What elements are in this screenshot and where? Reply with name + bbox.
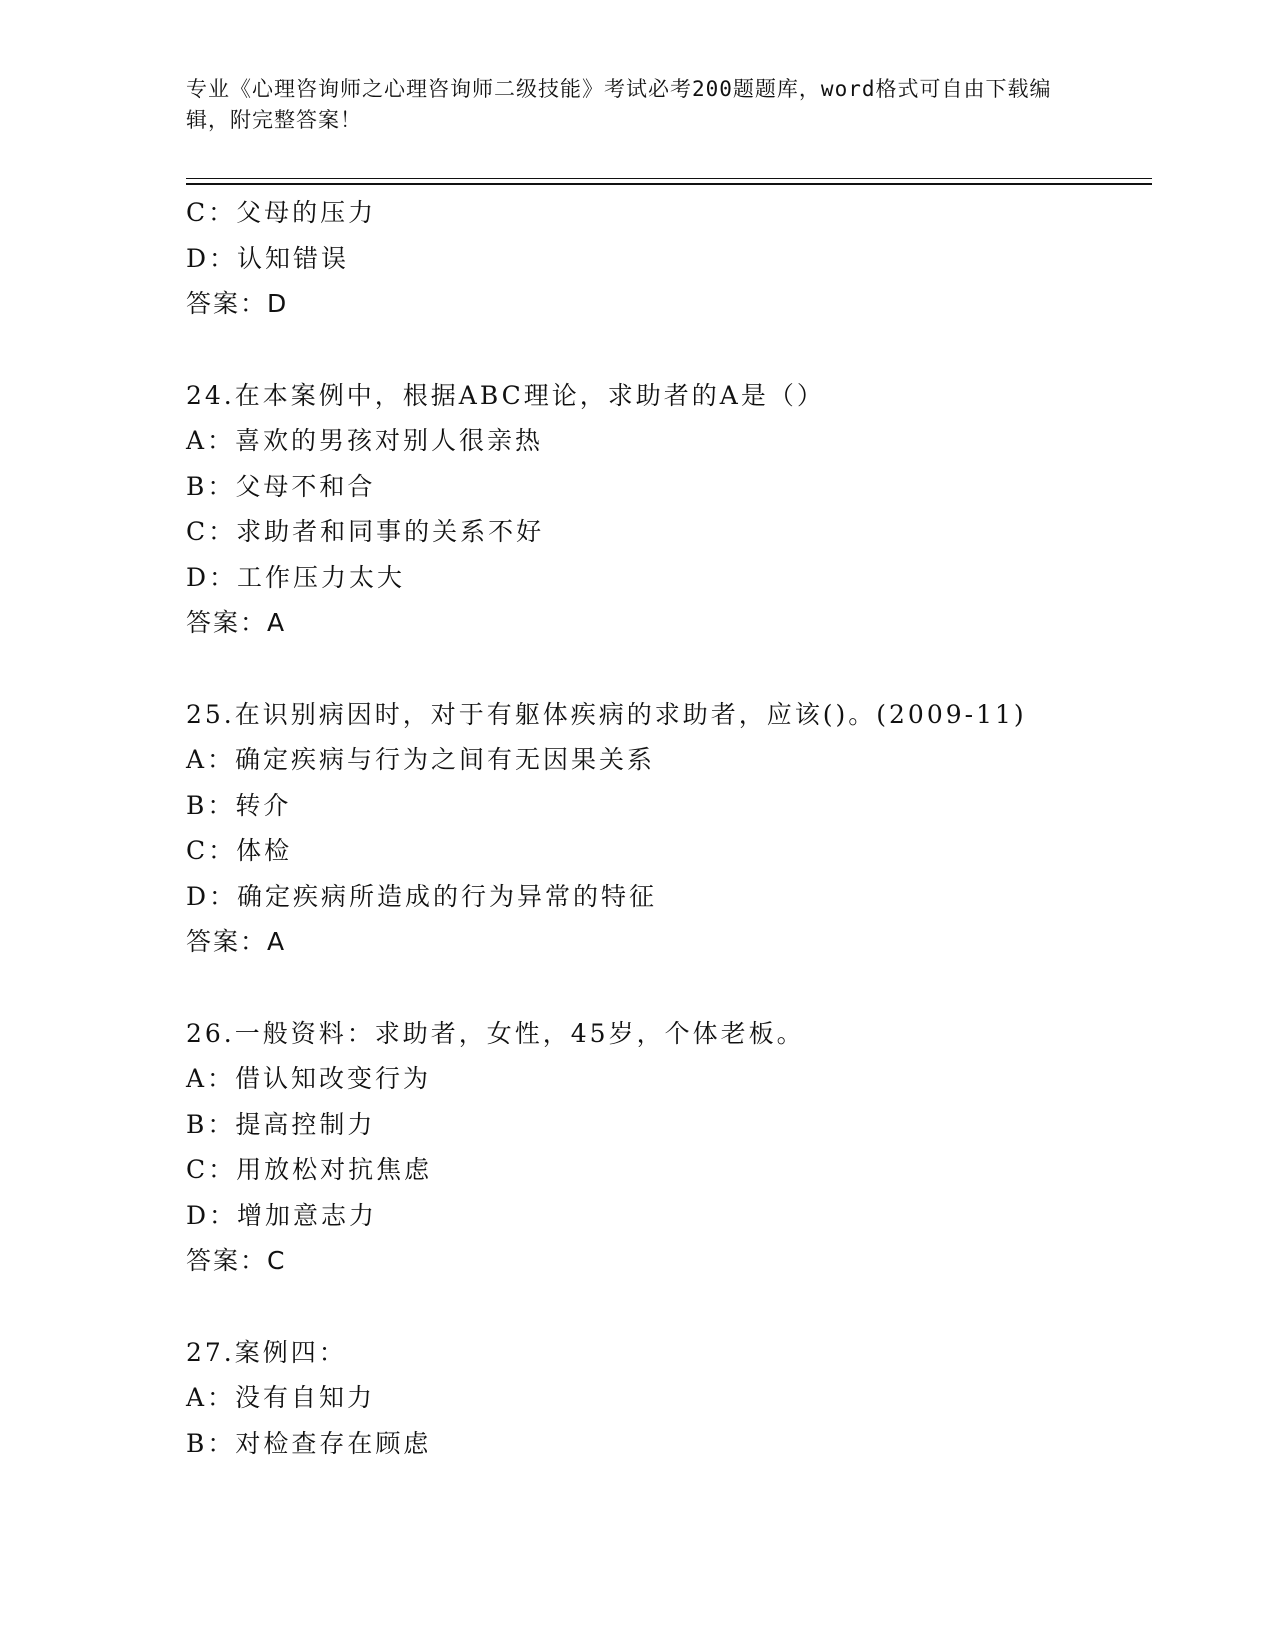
option-a: A：借认知改变行为 bbox=[186, 1064, 432, 1093]
previous-question-tail bbox=[186, 190, 1146, 327]
option-a: A：确定疾病与行为之间有无因果关系 bbox=[186, 745, 656, 774]
option-b: B：提高控制力 bbox=[186, 1109, 376, 1139]
option-b: B：父母不和合 bbox=[186, 471, 376, 501]
question-title: 24.在本案例中，根据ABC理论，求助者的A是（） bbox=[186, 380, 825, 410]
option-d: D：确定疾病所造成的行为异常的特征 bbox=[186, 881, 658, 911]
question-25 bbox=[186, 692, 1146, 965]
spacer bbox=[186, 646, 1146, 692]
answer-line: 答案：A bbox=[186, 608, 287, 637]
option-c: C：用放松对抗焦虑 bbox=[186, 1155, 433, 1184]
option-a: A：喜欢的男孩对别人很亲热 bbox=[186, 426, 544, 455]
question-title: 25.在识别病因时，对于有躯体疾病的求助者，应该()。(2009-11) bbox=[186, 699, 1027, 729]
header-divider-thin bbox=[186, 178, 1152, 179]
question-26 bbox=[186, 1011, 1146, 1284]
answer-line: 答案：D bbox=[186, 289, 289, 318]
option-c: C：父母的压力 bbox=[186, 198, 377, 227]
option-d: D：增加意志力 bbox=[186, 1200, 378, 1230]
option-c: C：求助者和同事的关系不好 bbox=[186, 517, 545, 546]
spacer bbox=[186, 327, 1146, 373]
spacer bbox=[186, 965, 1146, 1011]
option-a: A：没有自知力 bbox=[186, 1383, 376, 1412]
spacer bbox=[186, 1284, 1146, 1330]
option-b: B：转介 bbox=[186, 790, 292, 820]
option-d: D：认知错误 bbox=[186, 243, 350, 273]
answer-line: 答案：C bbox=[186, 1246, 287, 1275]
option-c: C：体检 bbox=[186, 836, 293, 865]
question-24 bbox=[186, 373, 1146, 646]
answer-line: 答案：A bbox=[186, 927, 287, 956]
option-d: D：工作压力太大 bbox=[186, 562, 406, 592]
page-header-text: 专业《心理咨询师之心理咨询师二级技能》考试必考200题题库，word格式可自由下载编辑，附完整答案！ bbox=[186, 77, 1052, 132]
question-title: 27.案例四： bbox=[186, 1337, 347, 1367]
question-27 bbox=[186, 1330, 1146, 1467]
question-list bbox=[186, 190, 1146, 1466]
option-b: B：对检查存在顾虑 bbox=[186, 1428, 432, 1458]
header-divider-thick bbox=[186, 183, 1152, 185]
question-title: 26.一般资料：求助者，女性，45岁，个体老板。 bbox=[186, 1018, 805, 1048]
